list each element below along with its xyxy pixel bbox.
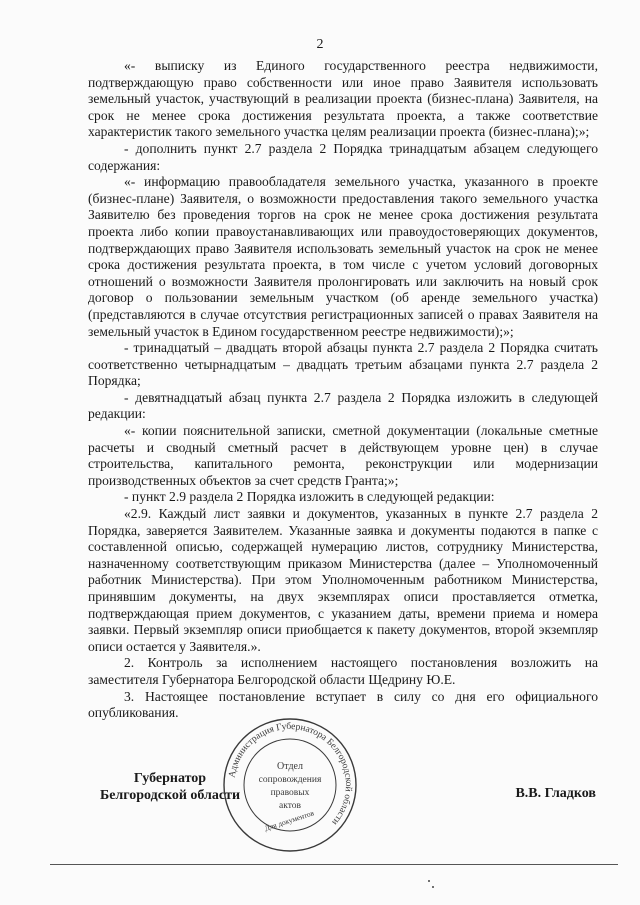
paragraph-control: 2. Контроль за исполнением настоящего постановления возложить на заместителя Губернатора Белгородской области Щедрину Ю.Е. (88, 655, 598, 687)
document-body (88, 58, 598, 722)
stamp-line-4: актов (279, 801, 301, 811)
signatory-name: В.В. Гладков (515, 786, 596, 801)
paragraph-nineteenth-abzac: - девятнадцатый абзац пункта 2.7 раздела 2 Порядка изложить в следующей редакции: (88, 389, 598, 422)
paragraph-extract-egrn: «- выписку из Единого государственного реестра недвижимости, подтверждающую право собственности или иное право Заявителя использовать земельный участок, участвующий в реализации проекта (бизнес-плана) Заявителя, на срок не менее срока достижения результата проекта, а также соответствие характеристик такого земельного участка целям реализации проекта (бизнес-плана);»; (88, 58, 598, 140)
scan-speck (428, 880, 430, 882)
signatory-title-line-1: Губернатор (133, 771, 207, 786)
paragraph-owner-information: «- информацию правообладателя земельного участка, указанного в проекте (бизнес-плане) Заявителя, о возможности предоставления такого земельного участка Заявителю без проведения торгов на срок не менее срока достижения результата проекта либо копии правоустанавливающих или правоудостоверяющих документов, подтверждающих право Заявителя использовать земельный участок на срок не менее срока достижения результата проекта, в том числе с учетом условий договорных отношений о возможности Заявителя пролонгировать или заключить на новый срок договор о пользовании земельным участком (об аренде земельного участка) (представляются в случае отсутствия регистрационных записей о правах Заявителя на земельный участок в Едином государственном реестре недвижимости);»; (88, 174, 598, 339)
stamp-line-1: Отдел (277, 761, 303, 772)
stamp-line-3: правовых (270, 788, 310, 798)
paragraph-estimate-documents: «- копии пояснительной записки, сметной документации (локальные сметные расчеты и сводный сметный расчет в действующем уровне цен) в случае строительства, капитального ремонта, реконструкции или модернизации производственных объектов за счет средств Гранта;»; (88, 423, 598, 488)
page-number: 2 (316, 37, 324, 52)
signatory-title-line-2: Белгородской области (99, 788, 241, 803)
paragraph-point-2-9-text: «2.9. Каждый лист заявки и документов, указанных в пункте 2.7 раздела 2 Порядка, заверяется Заявителем. Указанные заявка и документы подаются в папке с составленной описью, содержащей нумерацию листов, сотруднику Министерства, назначенному соответствующим приказом Министерства (далее – Уполномоченный работник Министерства). При этом Уполномоченным работником Министерства, принявшим документы, на двух экземплярах описи проставляется отметка, подтверждающая прием документов, с указанием даты, времени приема и номера заявки. Первый экземпляр описи приобщается к пакету документов, второй экземпляр описи остается у Заявителя.». (88, 506, 598, 654)
stamp-bottom-text: Для документов (263, 808, 316, 833)
paragraph-renumbering: - тринадцатый – двадцать второй абзацы пункта 2.7 раздела 2 Порядка считать соответственно четырнадцатым – двадцать третьим абзацами пункта 2.7 раздела 2 Порядка; (88, 340, 598, 389)
paragraph-effective-date: 3. Настоящее постановление вступает в силу со дня его официального опубликования. (88, 688, 598, 721)
paragraph-add-abzac: - дополнить пункт 2.7 раздела 2 Порядка тринадцатым абзацем следующего содержания: (88, 140, 598, 173)
stamp-ring-text: Администрация Губернатора Белгородской области (227, 721, 354, 827)
stamp-line-2: сопровождения (258, 775, 322, 785)
paragraph-point-2-9-intro: - пункт 2.9 раздела 2 Порядка изложить в следующей редакции: (124, 489, 495, 505)
official-stamp (220, 715, 360, 855)
stamp-seal-icon (220, 715, 360, 855)
footer-rule (50, 864, 618, 865)
scan-speck (432, 886, 434, 888)
